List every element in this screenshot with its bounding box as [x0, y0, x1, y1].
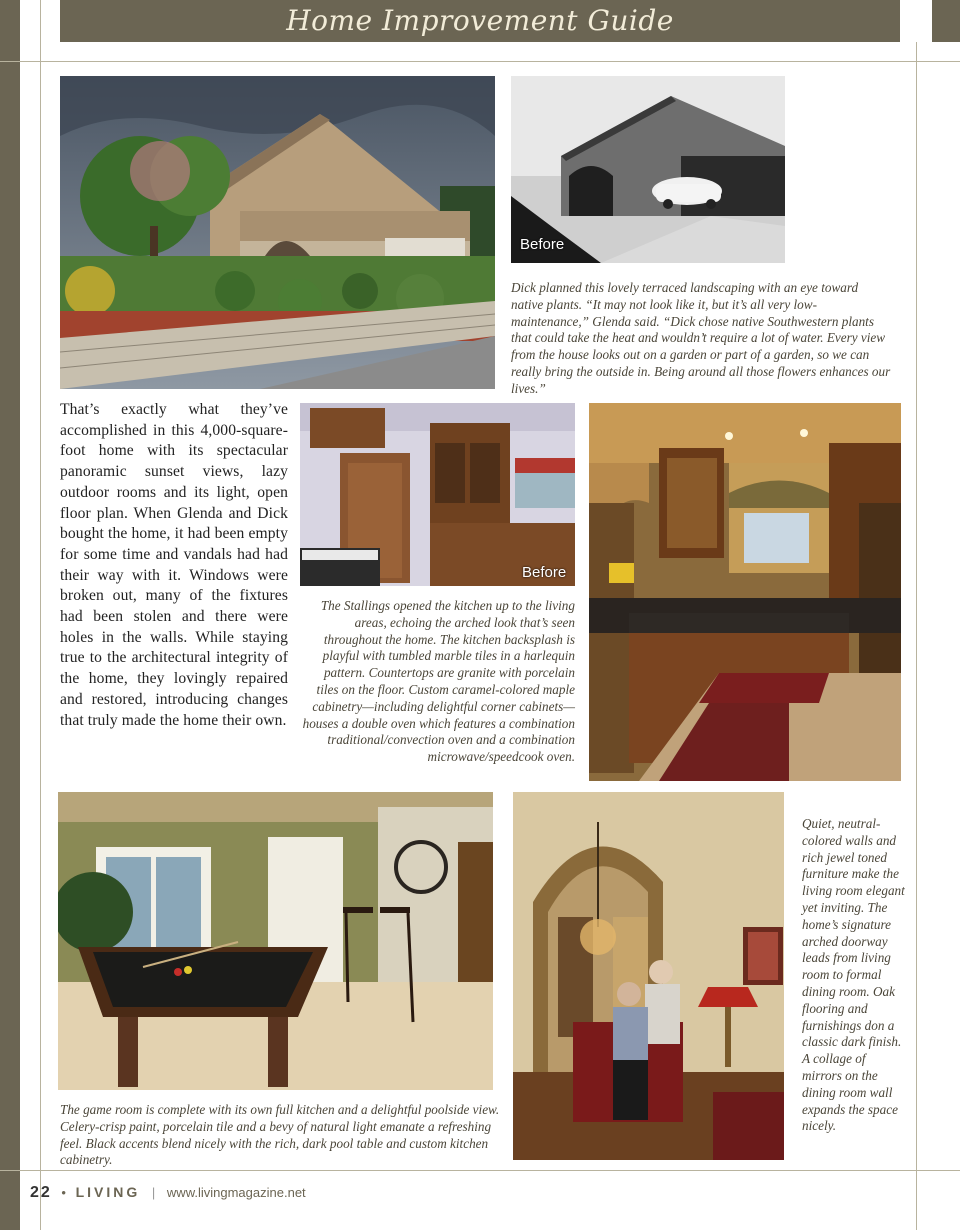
- article-body: That’s exactly what they’ve accomplished in this 4,000-square-foot home with its spectacular panoramic sunset views, lazy outdoor rooms and its light, open floor plan. When Glenda and Dick bought the home, it had been empty for some time and vandals had had their way with it. Windows were broken out, many of the fixtures had been stolen and there were holes in the walls. While staying true to the architectural integrity of the home, they lovingly repaired and restored, introducing changes that truly made the home their own.: [60, 401, 288, 729]
- house-exterior-photo: [60, 76, 495, 389]
- left-rule: [40, 0, 41, 1230]
- right-corner-block: [932, 0, 960, 42]
- exterior-before-photo: [511, 76, 785, 263]
- right-rule: [916, 42, 917, 1230]
- top-rule: [0, 61, 960, 62]
- kitchen-before-label: Before: [522, 564, 567, 581]
- magazine-name: LIVING: [75, 1184, 141, 1200]
- page-footer: [30, 1184, 306, 1202]
- kitchen-after-photo: [589, 403, 901, 781]
- footer-separator: |: [151, 1185, 156, 1200]
- bottom-rule: [0, 1170, 960, 1171]
- landscaping-caption: [511, 280, 891, 398]
- page-number: 22: [30, 1184, 52, 1201]
- website-link[interactable]: www.livingmagazine.net: [166, 1185, 306, 1200]
- page-title: Home Improvement Guide: [286, 4, 674, 37]
- kitchen-caption-text: The Stallings opened the kitchen up to the living areas, echoing the arched look that’s seen throughout the home. The kitchen backsplash is playful with tumbled marble tiles in a harlequin pattern. Countertops are granite with porcelain tiles on the floor. Custom caramel-colored maple cabinetry—including delightful corner cabinets—houses a double oven which features a combination traditional/convection oven and a combination microwave/speedcook oven.: [302, 598, 575, 765]
- kitchen-before-photo: [300, 403, 575, 586]
- game-room-photo: [58, 792, 493, 1090]
- living-room-photo: [513, 792, 784, 1160]
- game-room-caption: [60, 1102, 500, 1169]
- landscaping-caption-text: Dick planned this lovely terraced landscaping with an eye toward native plants. “It may not look like it, but it’s all very low-maintenance,” Glenda said. “Dick chose native Southwestern plants that could take the heat and wouldn’t require a lot of water. Every view from the house looks out on a garden or part of a garden, so we can really bring the outside in. Being around all those flowers enhances our lives.”: [511, 280, 891, 396]
- living-room-caption: [802, 816, 907, 1135]
- footer-bullet: •: [61, 1185, 66, 1200]
- left-border-bar: [0, 0, 20, 1230]
- game-room-caption-text: The game room is complete with its own full kitchen and a delightful poolside view. Celery-crisp paint, porcelain tile and a bevy of natural light emanate a refreshing feel. Black accents blend nicely with the rich, dark pool table and custom kitchen cabinetry.: [60, 1102, 500, 1168]
- kitchen-caption: [300, 598, 575, 766]
- living-room-caption-text: Quiet, neutral-colored walls and rich jewel toned furniture make the living room elegant yet inviting. The home’s signature arched doorway leads from living room to formal dining room. Oak flooring and furnishings don a classic dark finish. A collage of mirrors on the dining room wall expands the space nicely.: [802, 816, 905, 1134]
- before-label: Before: [520, 236, 565, 253]
